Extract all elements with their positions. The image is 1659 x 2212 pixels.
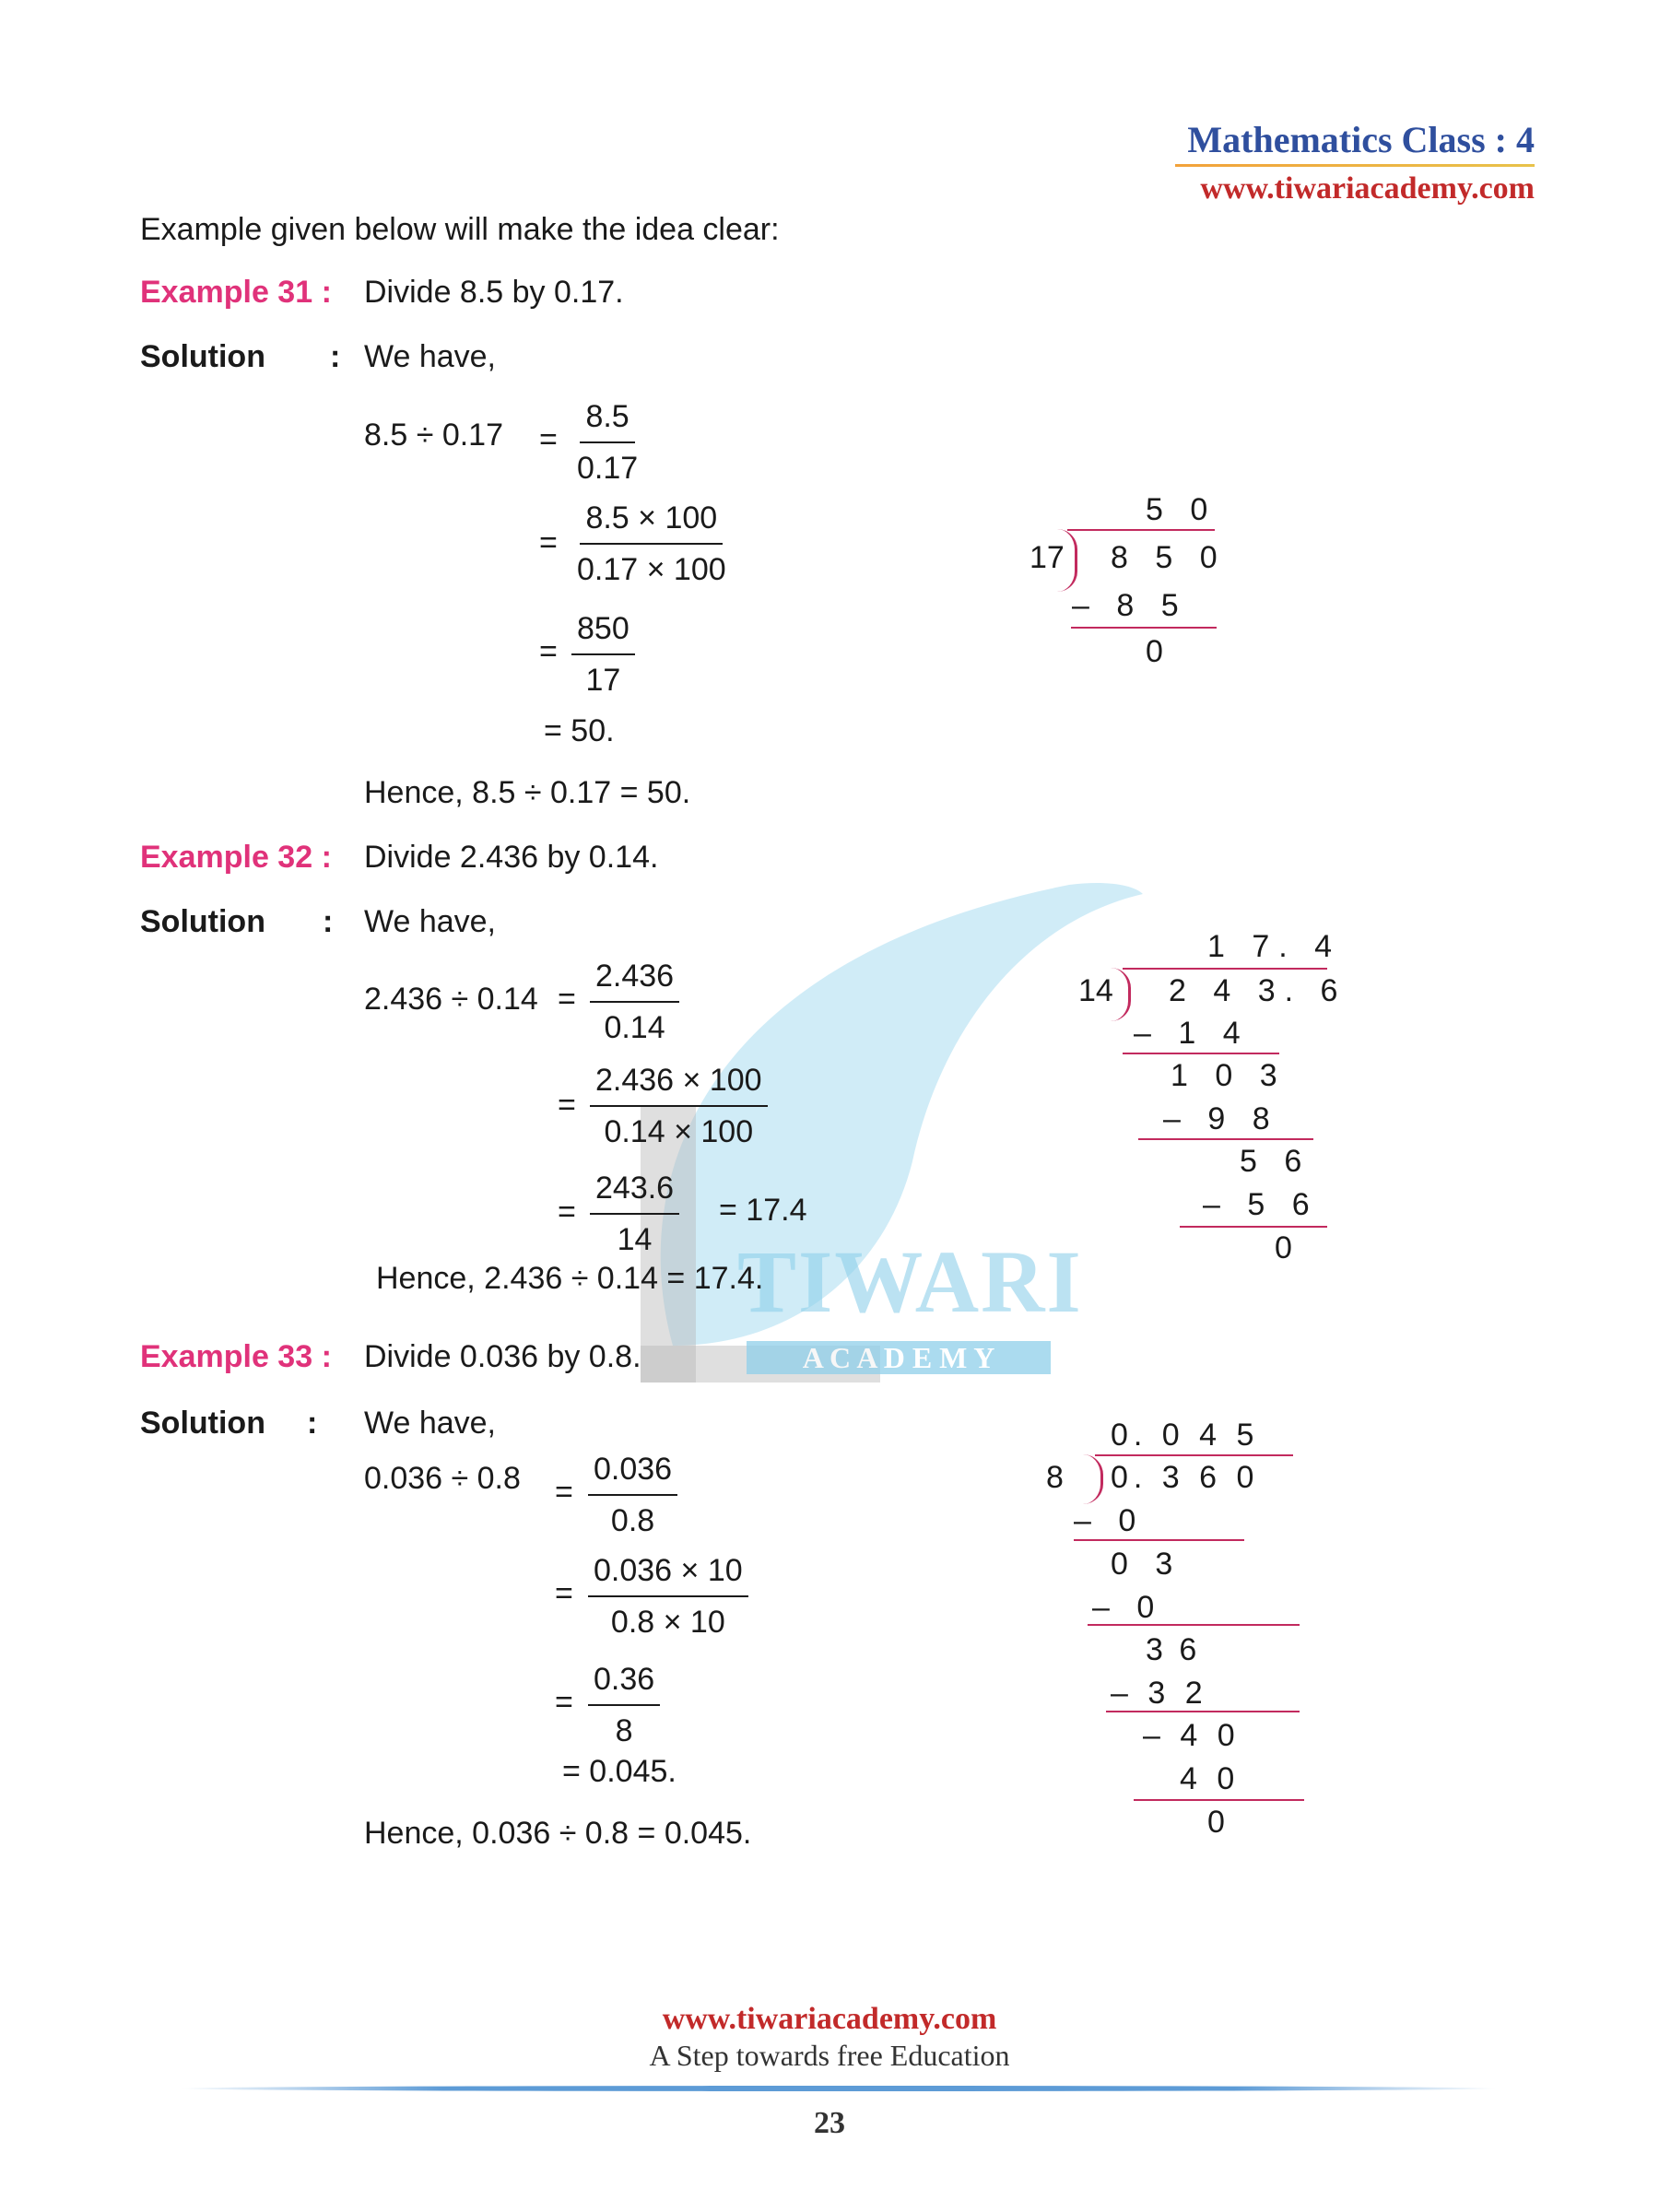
ex33-step-7: 4 0 xyxy=(1180,1761,1241,1796)
ex32-step-4: 5 6 xyxy=(1240,1144,1312,1179)
footer-tagline: A Step towards free Education xyxy=(649,2039,1010,2072)
ex33-quotient-line xyxy=(1095,1454,1293,1456)
ex31-result: = 50. xyxy=(544,713,615,748)
ex31-step-1: – 8 5 xyxy=(1072,588,1188,623)
ex33-eq-3: = xyxy=(555,1685,573,1720)
ex33-fraction-3 xyxy=(588,1664,660,1747)
denominator: 0.17 xyxy=(577,451,639,486)
numerator: 243.6 xyxy=(590,1172,679,1215)
ex32-lhs: 2.436 ÷ 0.14 xyxy=(364,982,538,1017)
ex33-step-3: – 0 xyxy=(1092,1590,1164,1625)
ex33-step-1: – 0 xyxy=(1074,1503,1146,1538)
ex33-dividend: 0. 3 6 0 xyxy=(1111,1460,1260,1495)
ex33-step-6: – 4 0 xyxy=(1143,1718,1241,1753)
ex32-step-line-3 xyxy=(1180,1226,1327,1228)
solution-33-colon: : xyxy=(307,1406,318,1441)
denominator: 14 xyxy=(617,1222,653,1257)
ex32-dividend: 2 4 3. 6 xyxy=(1169,973,1347,1008)
numerator: 0.36 xyxy=(588,1664,660,1706)
header-website: www.tiwariacademy.com xyxy=(1200,171,1535,206)
numerator: 2.436 × 100 xyxy=(590,1065,768,1107)
ex32-divisor: 14 xyxy=(1078,973,1113,1008)
solution-33-label: Solution xyxy=(140,1406,265,1441)
ex32-hence: Hence, 2.436 ÷ 0.14 = 17.4. xyxy=(376,1261,764,1296)
ex31-step-2: 0 xyxy=(1146,634,1172,669)
ex33-quotient: 0. 0 4 5 xyxy=(1111,1418,1260,1453)
ex32-step-line-1 xyxy=(1123,1053,1279,1054)
numerator: 0.036 × 10 xyxy=(588,1555,748,1597)
ex31-hence: Hence, 8.5 ÷ 0.17 = 50. xyxy=(364,775,691,810)
ex32-step-3: – 9 8 xyxy=(1163,1101,1279,1136)
watermark-name: TIWARI xyxy=(737,1232,1083,1331)
solution-32-colon: : xyxy=(323,904,334,939)
ex33-lhs: 0.036 ÷ 0.8 xyxy=(364,1461,521,1496)
ex33-step-line-2 xyxy=(1088,1624,1300,1626)
header-divider xyxy=(1175,164,1535,167)
ex31-lhs: 8.5 ÷ 0.17 xyxy=(364,418,503,453)
ex33-step-line-4 xyxy=(1134,1799,1304,1801)
denominator: 8 xyxy=(615,1713,633,1748)
example-31-label: Example 31 : xyxy=(140,275,332,310)
ex33-eq-1: = xyxy=(555,1475,573,1510)
numerator: 8.5 × 100 xyxy=(580,502,723,545)
example-32-label: Example 32 : xyxy=(140,840,332,875)
ex31-eq-3: = xyxy=(539,634,558,669)
example-33-question: Divide 0.036 by 0.8. xyxy=(364,1339,641,1374)
ex33-fraction-2 xyxy=(588,1555,748,1638)
ex31-fraction-2 xyxy=(571,502,732,585)
numerator: 850 xyxy=(571,613,635,655)
intro-text: Example given below will make the idea clear: xyxy=(140,212,780,247)
solution-31-label: Solution xyxy=(140,339,265,374)
we-have-32: We have, xyxy=(364,904,497,939)
numerator: 0.036 xyxy=(588,1453,677,1496)
ex33-fraction-1 xyxy=(588,1453,677,1536)
page-number: 23 xyxy=(814,2106,845,2140)
ex33-step-4: 3 6 xyxy=(1146,1632,1201,1667)
we-have-33: We have, xyxy=(364,1406,497,1441)
ex31-fraction-1 xyxy=(571,401,643,484)
ex31-step-line xyxy=(1071,627,1217,629)
ex32-fraction-3 xyxy=(590,1172,679,1255)
denominator: 0.17 × 100 xyxy=(577,552,726,587)
ex33-step-line-1 xyxy=(1074,1539,1244,1541)
ex33-division-bracket xyxy=(1077,1454,1103,1504)
denominator: 0.8 × 10 xyxy=(610,1605,725,1640)
ex31-quotient: 5 0 xyxy=(1146,492,1218,527)
ex32-step-2: 1 0 3 xyxy=(1171,1058,1287,1093)
ex32-fraction-1 xyxy=(590,960,679,1043)
ex31-dividend: 8 5 0 xyxy=(1111,540,1227,575)
solution-32-label: Solution xyxy=(140,904,265,939)
ex31-eq-2: = xyxy=(539,525,558,560)
denominator: 0.14 xyxy=(604,1010,665,1045)
ex33-step-line-3 xyxy=(1106,1711,1300,1712)
ex32-eq-1: = xyxy=(558,982,576,1017)
ex31-fraction-3 xyxy=(571,613,635,696)
example-31-question: Divide 8.5 by 0.17. xyxy=(364,275,624,310)
ex32-eq-2: = xyxy=(558,1088,576,1123)
ex32-fraction-3-result: = 17.4 xyxy=(719,1193,807,1228)
ex32-quotient: 1 7. 4 xyxy=(1207,929,1342,964)
ex33-divisor: 8 xyxy=(1046,1460,1064,1495)
header-title: Mathematics Class : 4 xyxy=(1187,119,1535,160)
ex32-step-5: – 5 6 xyxy=(1203,1187,1319,1222)
ex33-step-2: 0 3 xyxy=(1111,1547,1182,1582)
ex33-result: = 0.045. xyxy=(562,1754,677,1789)
ex31-divisor: 17 xyxy=(1030,540,1065,575)
denominator: 17 xyxy=(585,663,621,698)
denominator: 0.8 xyxy=(610,1503,655,1538)
ex31-quotient-line xyxy=(1067,529,1215,531)
denominator: 0.14 × 100 xyxy=(604,1114,754,1149)
example-32-question: Divide 2.436 by 0.14. xyxy=(364,840,659,875)
ex32-fraction-2 xyxy=(590,1065,768,1147)
solution-31-colon: : xyxy=(330,339,341,374)
numerator: 2.436 xyxy=(590,960,679,1003)
ex32-step-line-2 xyxy=(1138,1138,1313,1140)
ex33-eq-2: = xyxy=(555,1576,573,1611)
example-33-label: Example 33 : xyxy=(140,1339,332,1374)
ex31-division-bracket xyxy=(1051,529,1077,592)
watermark-sub: A C A D E M Y xyxy=(747,1341,1051,1374)
we-have-31: We have, xyxy=(364,339,497,374)
ex33-step-5: – 3 2 xyxy=(1111,1676,1208,1711)
ex33-hence: Hence, 0.036 ÷ 0.8 = 0.045. xyxy=(364,1816,752,1851)
ex32-step-1: – 1 4 xyxy=(1134,1016,1250,1051)
footer-website: www.tiwariacademy.com xyxy=(662,2002,997,2036)
ex33-step-8: 0 xyxy=(1207,1805,1234,1840)
numerator: 8.5 xyxy=(580,401,634,443)
ex32-quotient-line xyxy=(1123,968,1327,970)
footer-divider xyxy=(180,2086,1498,2091)
ex32-step-6: 0 xyxy=(1275,1230,1301,1265)
ex32-eq-3: = xyxy=(558,1194,576,1230)
ex31-eq-1: = xyxy=(539,422,558,457)
